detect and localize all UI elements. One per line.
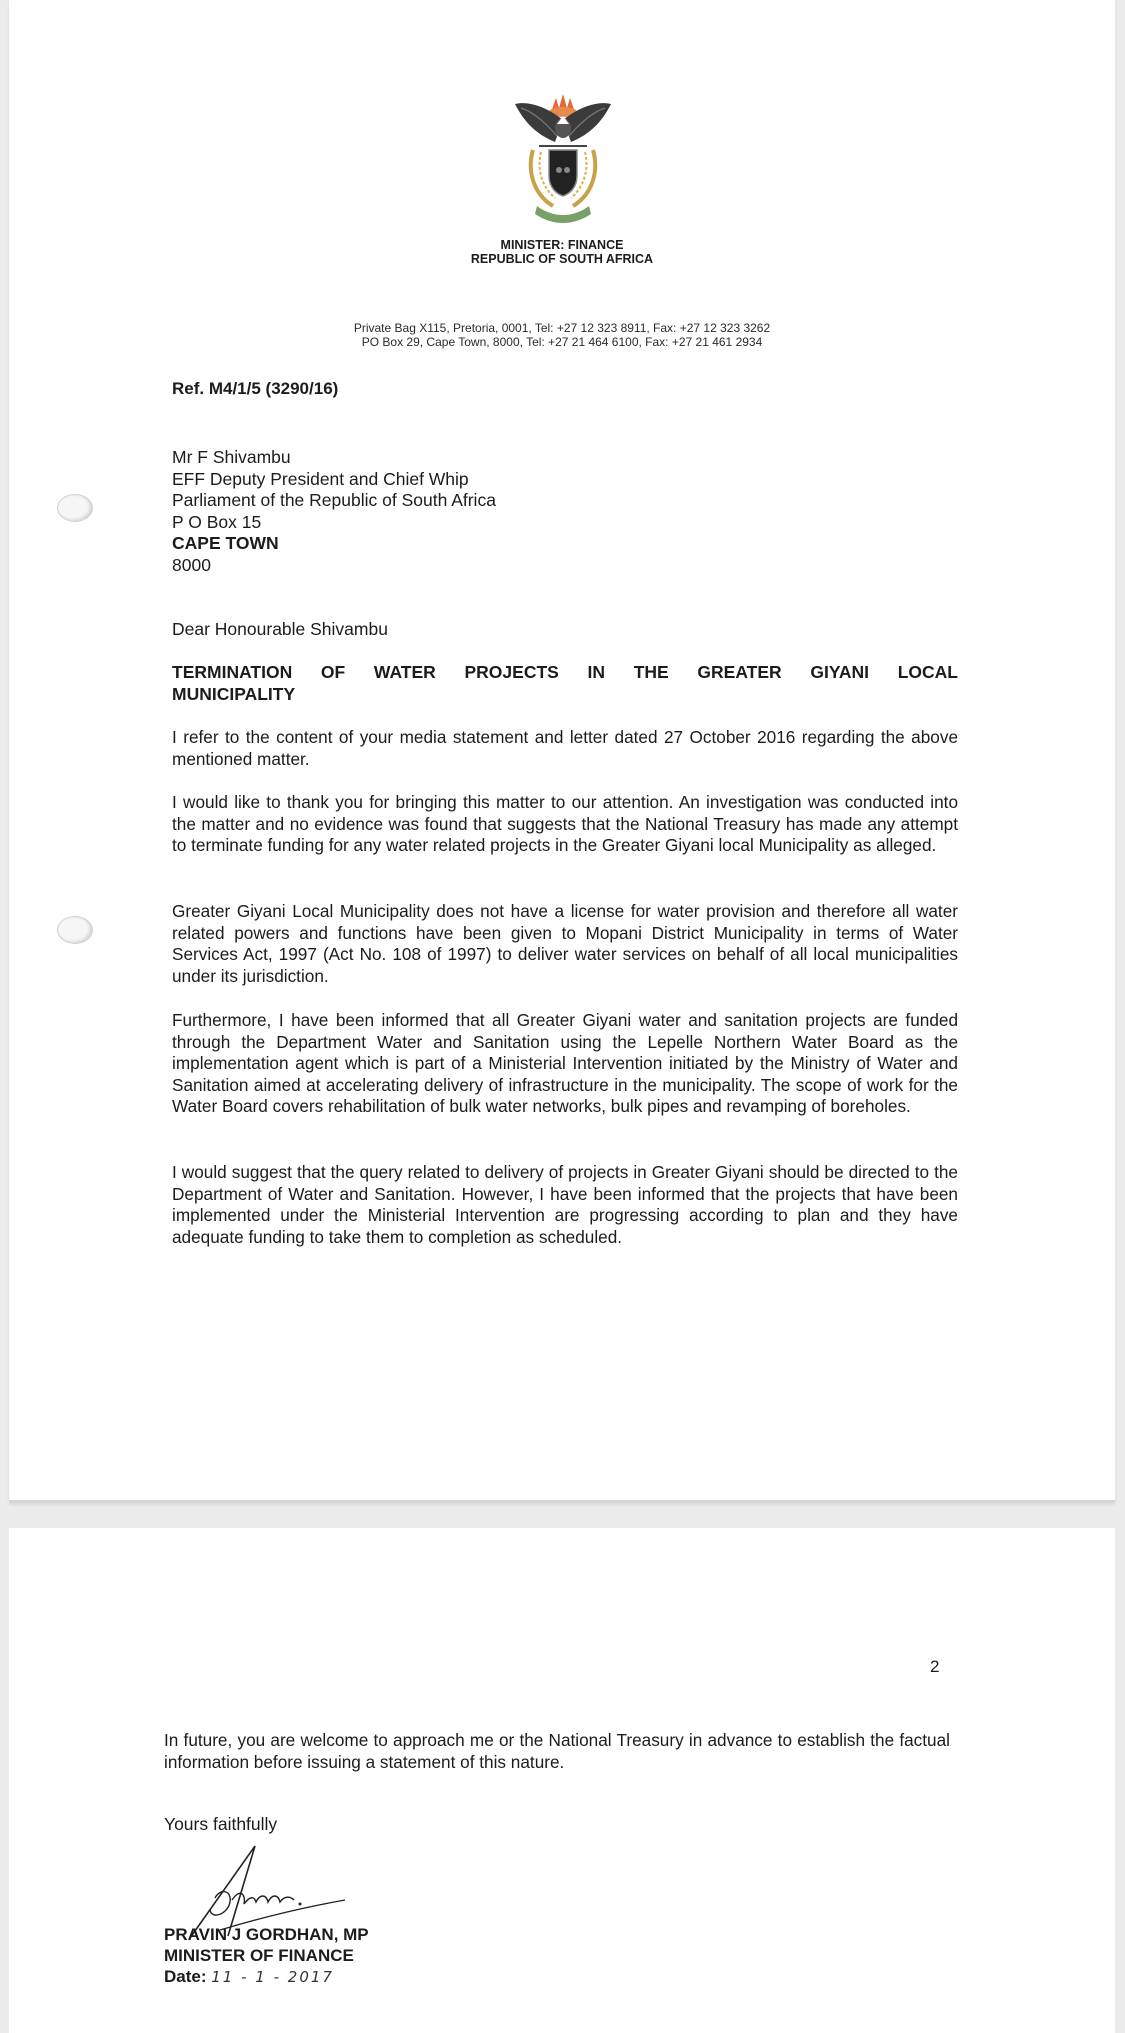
closing-paragraph: In future, you are welcome to approach me or the National Treasury in advance to establish the factual information before issuing a statement of this nature. xyxy=(164,1730,950,1772)
valediction: Yours faithfully xyxy=(164,1814,278,1834)
recipient-address xyxy=(172,447,496,576)
signatory-block xyxy=(164,1924,369,1988)
body-paragraph-4: Furthermore, I have been informed that all Greater Giyani water and sanitation projects are funded through the Department Water and Sanitation using the Lepelle Northern Water Board as the implementation agent which is part of a Ministerial Intervention initiated by the Ministry of Water and Sanitation aimed at accelerating delivery of infrastructure in the municipality. The scope of work for the Water Board covers rehabilitation of bulk water networks, bulk pipes and revamping of boreholes. xyxy=(172,1010,958,1117)
body-paragraph-3: Greater Giyani Local Municipality does not have a license for water provision and therefore all water related powers and functions have been given to Mopani District Municipality in terms of Water Services Act, 1997 (Act No. 108 of 1997) to deliver water services on behalf of all local municipalities under its jurisdiction. xyxy=(172,901,958,986)
recipient-organisation: Parliament of the Republic of South Africa xyxy=(172,490,496,510)
office-line-1: MINISTER: FINANCE xyxy=(500,238,624,252)
date-value: 11 - 1 - 2017 xyxy=(211,1968,334,1986)
office-heading xyxy=(9,238,1115,266)
body-paragraph-1: I refer to the content of your media statement and letter dated 27 October 2016 regarding the above mentioned matter. xyxy=(172,727,958,769)
date-row xyxy=(164,1966,369,1988)
letter-page-1 xyxy=(9,0,1115,1503)
body-paragraph-5: I would suggest that the query related to delivery of projects in Greater Giyani should be directed to the Department of Water and Sanitation. However, I have been informed that the projects that have been implemented under the Ministerial Intervention are progressing according to plan and they have adequate funding to take them to completion as scheduled. xyxy=(172,1162,958,1247)
office-line-2: REPUBLIC OF SOUTH AFRICA xyxy=(470,252,654,266)
subject-heading xyxy=(172,662,958,705)
recipient-name: Mr F Shivambu xyxy=(172,447,291,467)
signatory-name: PRAVIN J GORDHAN, MP xyxy=(164,1925,369,1944)
contact-line-2: PO Box 29, Cape Town, 8000, Tel: +27 21 464 6100, Fax: +27 21 461 2934 xyxy=(361,335,763,349)
recipient-po-box: P O Box 15 xyxy=(172,511,262,532)
contact-details xyxy=(9,321,1115,349)
salutation: Dear Honourable Shivambu xyxy=(172,619,388,639)
contact-line-1: Private Bag X115, Pretoria, 0001, Tel: +27 12 323 8911, Fax: +27 12 323 3262 xyxy=(353,321,771,335)
date-label: Date: xyxy=(164,1967,207,1986)
recipient-title: EFF Deputy President and Chief Whip xyxy=(172,468,469,489)
recipient-city: CAPE TOWN xyxy=(172,533,279,553)
page-number: 2 xyxy=(930,1657,940,1676)
reference-number: Ref. M4/1/5 (3290/16) xyxy=(172,379,339,398)
coat-of-arms-emblem xyxy=(513,90,613,225)
signatory-title: MINISTER OF FINANCE xyxy=(164,1946,354,1965)
punch-hole xyxy=(57,916,93,944)
body-paragraph-2: I would like to thank you for bringing this matter to our attention. An investigation was conducted into the matter and no evidence was found that suggests that the National Treasury has made any attempt to terminate funding for any water related projects in the Greater Giyani local Municipality as alleged. xyxy=(172,792,958,856)
recipient-postal-code: 8000 xyxy=(172,554,211,575)
punch-hole xyxy=(57,494,93,522)
subject-line-2: MUNICIPALITY xyxy=(172,683,296,704)
subject-line-1: TERMINATION OF WATER PROJECTS IN THE GREATER GIYANI LOCAL xyxy=(172,662,958,682)
